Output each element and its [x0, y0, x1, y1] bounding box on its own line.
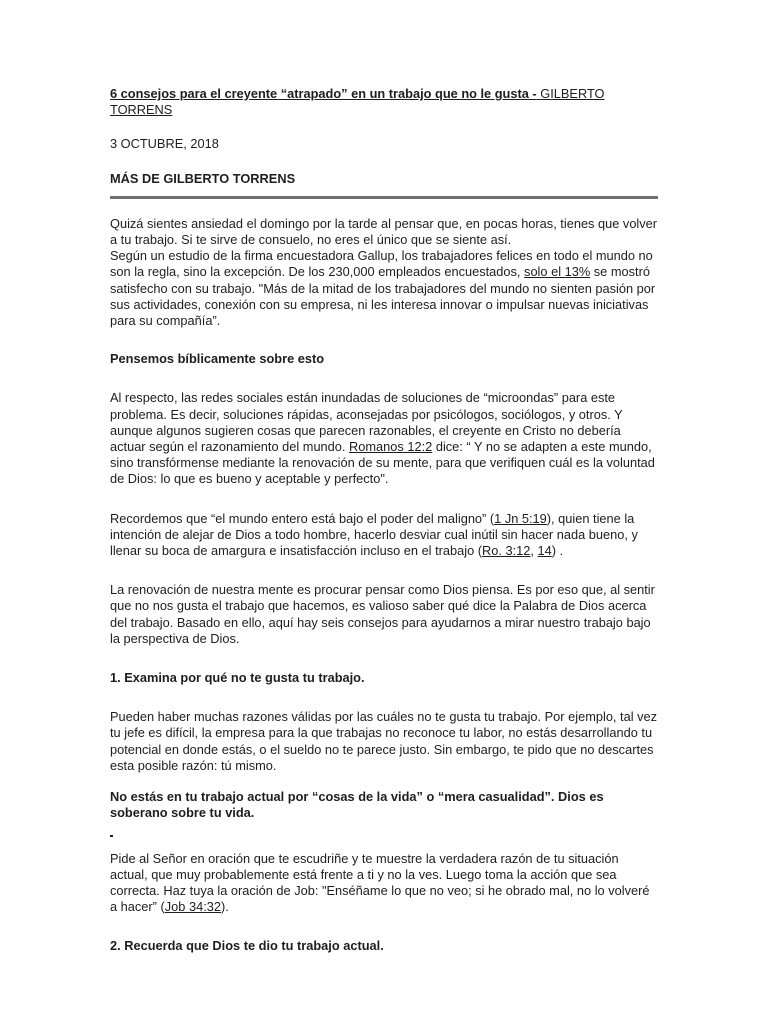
- respecto-text-1: Al respecto, las redes sociales están inundadas de soluciones de “microondas” para este problema. Es decir, soluciones rápidas, aconsejadas por psicólogos, sociólogos, y otros. Y aunque algunos sugieren cosas que parecen razonables, el creyente en Cristo no debería actuar según el razonamiento del mundo.: [110, 390, 623, 455]
- pide-text-1: Pide al Señor en oración que te escudriñe y te muestre la verdadera razón de tu situación actual, que muy probablemente está frente a ti y no la ves. Luego toma la acción que sea correcta. Haz tuya la oración de Job: "Enséñame lo que no veo; si he obrado mal, no lo volveré a hacer” (: [110, 850, 650, 915]
- article-title: [110, 86, 658, 118]
- bullet-marker: [110, 831, 658, 841]
- section-heading-biblical: Pensemos bíblicamente sobre esto: [110, 351, 325, 367]
- juan-link[interactable]: 1 Jn 5:19: [494, 510, 547, 526]
- recordemos-text-1: Recordemos que “el mundo entero está bajo el poder del maligno” (: [110, 510, 495, 526]
- section-heading-1: 1. Examina por qué no te gusta tu trabajo.: [110, 670, 365, 686]
- recordemos-text-4: ) .: [551, 543, 564, 559]
- recordemos-text-2: ), quien tiene la intención de alejar de Dios a todo hombre, hacerlo desviar cual inútil sin hacer nada bueno, y llenar su boca de amargura e insatisfacción incluso en el trabajo (: [110, 510, 638, 559]
- romanos-3-14-link[interactable]: 14: [537, 543, 552, 559]
- romanos-link[interactable]: Romanos 12:2: [349, 439, 433, 455]
- more-from-author[interactable]: MÁS DE GILBERTO TORRENS: [110, 170, 296, 186]
- pueden-paragraph: Pueden haber muchas razones válidas por las cuáles no te gusta tu trabajo. Por ejemplo, tal vez tu jefe es difícil, la empresa para la que trabajas no reconoce tu labor, no estás desarrollando tu potencial en donde estás, o el sueldo no te parece justo. Sin embargo, te pido que no descartes esta posible razón: tú mismo.: [110, 709, 658, 773]
- title-text: 6 consejos para el creyente “atrapado” en un trabajo que no le gusta -: [110, 86, 537, 101]
- intro-line-2: Según un estudio de la firma encuestadora Gallup, los trabajadores felices en todo el mundo no son la regla, sino la excepción. De los 230,000 empleados encuestados,: [110, 248, 653, 280]
- renovacion-paragraph: La renovación de nuestra mente es procurar pensar como Dios piensa. Es por eso que, al sentir que no nos gusta el trabajo que hacemos, es valioso saber qué dice la Palabra de Dios acerca del trabajo. Basado en ello, aquí hay seis consejos para ayudarnos a mirar nuestro trabajo bajo la perspectiva de Dios.: [110, 582, 655, 646]
- job-link[interactable]: Job 34:32: [164, 899, 221, 915]
- callout-paragraph: No estás en tu trabajo actual por “cosas de la vida” o “mera casualidad”. Dios es soberano sobre tu vida.: [110, 789, 604, 821]
- pide-text-2: ).: [220, 899, 229, 915]
- pide-paragraph: [110, 851, 658, 916]
- document-body: [110, 86, 658, 955]
- title-author: GILBERTO TORRENS: [110, 86, 605, 118]
- romanos-3-12-link[interactable]: Ro. 3:12: [482, 543, 531, 559]
- article-date: 3 OCTUBRE, 2018: [110, 136, 219, 152]
- bullet-dot: [110, 835, 113, 837]
- section-heading-2: 2. Recuerda que Dios te dio tu trabajo actual.: [110, 938, 384, 954]
- gallup-stat-link[interactable]: solo el 13%: [524, 264, 591, 280]
- respecto-text-2: dice: “ Y no se adapten a este mundo, sino transfórmense mediante la renovación de su mente, para que verifiquen cuál es la voluntad de Dios: lo que es bueno y aceptable y perfecto".: [110, 439, 655, 487]
- intro-line-3: se mostró satisfecho con su trabajo. "Más de la mitad de los trabajadores del mundo no sienten pasión por sus actividades, conexión con su empresa, ni les interesa innovar o impulsar nuevas iniciativas para su compañía”.: [110, 264, 656, 329]
- intro-paragraph: [110, 216, 658, 329]
- recordemos-text-3: ,: [530, 543, 534, 559]
- horizontal-rule: [110, 196, 658, 199]
- recordemos-paragraph: [110, 511, 658, 560]
- intro-line-1: Quizá sientes ansiedad el domingo por la tarde al pensar que, en pocas horas, tienes que volver a tu trabajo. Si te sirve de consuelo, no eres el único que se siente así.: [110, 215, 658, 248]
- respecto-paragraph: [110, 390, 658, 487]
